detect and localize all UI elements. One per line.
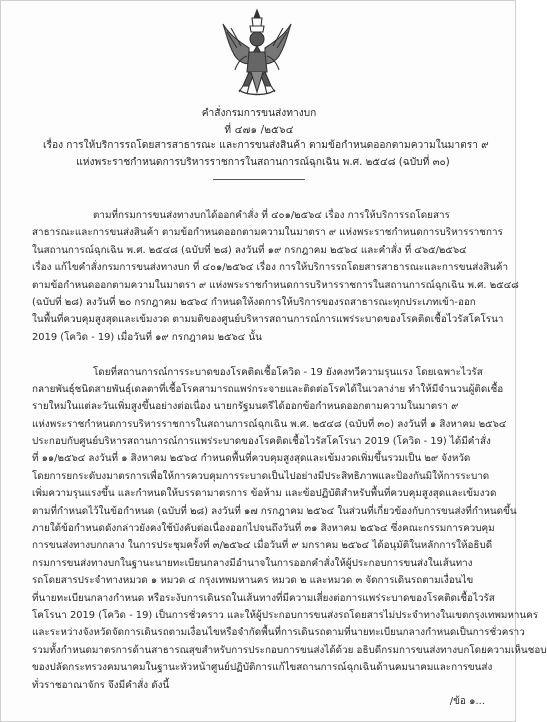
body-line: รวมทั้งกำหนดมาตรการด้านสาธารณสุขสำหรับการประกอบการขนส่งได้ด้วย อธิบดีกรมการขนส่งทางบกโดยความเห็นชอบ (32, 644, 547, 656)
body-line: ที่ ๑๑/๒๕๖๔ ลงวันที่ ๑ สิงหาคม ๒๕๖๔ กำหนดพื้นที่ควบคุมสูงสุดและเข้มงวดเพิ่มขึ้นรวมเป็น ๒๙ จังหวัด (32, 453, 471, 465)
body-line: การขนส่งทางบกกลาง ในการประชุมครั้งที่ ๓/๒๕๖๔ เมื่อวันที่ ๙ มกราคม ๒๕๖๔ ได้อนุมัติในหลักการให้อธิบดี (32, 540, 493, 552)
order-header (1, 105, 517, 139)
body-line: โดยที่สถานการณ์การระบาดของโรคติดเชื้อโควิด - 19 ยังคงทวีความรุนแรง โดยเฉพาะไวรัส (93, 366, 483, 378)
body-line: ประกอบกับศูนย์บริหารสถานการณ์การแพร่ระบาดของโรคติดเชื้อไวรัสโคโรนา 2019 (โควิด - 19) ได้มีคำสั่ง (32, 436, 491, 448)
paragraph-gap (32, 346, 490, 363)
body-line: ของปลัดกระทรวงคมนาคมในฐานะหัวหน้าศูนย์ปฏิบัติการแก้ไขสถานการณ์ฉุกเฉินด้านคมนาคมและการขนส่ง (32, 662, 493, 674)
order-number: ที่ ๔๗๑ /๒๕๖๔ (224, 125, 294, 136)
body-line: โดยการยกระดับงมาตรการเพื่อให้การควบคุมการระบาดเป็นไปอย่างมีประสิทธิภาพและป้องกันมิให้การระบาด (32, 470, 490, 482)
body-line: และระหว่างจังหวัดจัดการเดินรถตามเงื่อนไขหรือจำกัดพื้นที่การเดินรถตามที่นายทะเบียนกลางกำหนดเป็นการชั่วคราว (32, 627, 525, 639)
garuda-emblem-icon (219, 6, 295, 102)
body-line: ในพื้นที่ควบคุมสูงสุดและเข้มงวด ตามมติของศูนย์บริหารสถานการณ์การแพร่ระบาดของโรคติดเชื้อไวรัสโคโรนา (32, 314, 504, 326)
body-line: รถโดยสารประจำทางหมวด ๑ หมวด ๔ กรุงเทพมหานคร หมวด ๒ และหมวด ๓ จัดการเดินรถตามเงื่อนไข (32, 575, 474, 587)
continuation-marker: /ข้อ ๑... (449, 696, 485, 707)
subject-line: แห่งพระราชกำหนดการบริหารราชการในสถานการณ์ฉุกเฉิน พ.ศ. ๒๕๔๘ (ฉบับที่ ๓๐) (76, 157, 450, 168)
body-line: สาธารณะและการขนส่งสินค้า ตามข้อกำหนดออกตามความในมาตรา ๙ แห่งพระราชกำหนดการบริหารราชการ (32, 227, 503, 239)
divider (213, 179, 305, 180)
body-line: (ฉบับที่ ๒๘) ลงวันที่ ๒๐ กรกฎาคม ๒๕๖๔ กำหนดให้งดการให้บริการของรถสาธารณะทุกประเภทเข้า-ออก (32, 296, 476, 308)
body-line: ภายใต้ข้อกำหนดดังกล่าวยังคงใช้บังคับต่อเนื่องออกไปจนถึงวันที่ ๓๑ สิงหาคม ๒๕๖๔ ซึ่งคณะกรรมการควบคุม (32, 523, 495, 535)
body-line: ที่นายทะเบียนกลางกำหนด หรือระงับการเดินรถในเส้นทางที่มีความเสี่ยงต่อการแพร่ระบาดของโรคติดเชื้อไวรัส (32, 592, 495, 604)
body-line: กรมการขนส่งทางบกในฐานะนายทะเบียนกลางมีอำนาจในการออกคำสั่งให้ผู้ประกอบการขนส่งในเส้นทาง (32, 557, 473, 569)
order-body (32, 207, 547, 694)
body-line: ตามข้อกำหนดออกตามความในมาตรา ๙ แห่งพระราชกำหนดการบริหารราชการในสถานการณ์ฉุกเฉิน พ.ศ. ๒๕๔๘ (32, 279, 519, 291)
subject-line: เรื่อง การให้บริการรถโดยสารสาธารณะ และการขนส่งสินค้า ตามข้อกำหนดออกตามความในมาตรา ๙ (43, 140, 489, 151)
order-title: คำสั่งกรมการขนส่งทางบก (201, 108, 317, 119)
body-line: แห่งพระราชกำหนดการบริหารราชการในสถานการณ์ฉุกเฉิน พ.ศ. ๒๕๔๘ (ฉบับที่ ๓๐) ลงวันที่ ๑ สิงหาคม ๒๕๖๔ (32, 418, 507, 430)
body-line: 2019 (โควิด - 19) เมื่อวันที่ ๑๙ กรกฎาคม ๒๕๖๔ นั้น (32, 331, 262, 343)
order-subject (43, 137, 489, 171)
body-line: ทั่วราชอาณาจักร จึงมีคำสั่ง ดังนี้ (32, 679, 170, 691)
body-line: ตามที่กรมการขนส่งทางบกได้ออกคำสั่ง ที่ ๔๐๑/๒๕๖๔ เรื่อง การให้บริการรถโดยสาร (93, 210, 450, 221)
paragraph-2 (32, 364, 547, 694)
body-line: เพิ่มความรุนแรงขึ้น และกำหนดให้บรรดามาตรการ ข้อห้าม และข้อปฏิบัติสำหรับพื้นที่ควบคุมสูงสุดและเข้มงวด (32, 488, 497, 500)
body-line: เรื่อง แก้ไขคำสั่งกรมการขนส่งทางบก ที่ ๔๐๑/๒๕๖๔ เรื่อง การให้บริการรถโดยสารสาธารณะและการขนส่งสินค้า (32, 262, 509, 274)
paragraph-1 (32, 207, 519, 346)
body-line: ตามที่กำหนดไว้ในข้อกำหนด (ฉบับที่ ๒๘) ลงวันที่ ๑๗ กรกฎาคม ๒๕๖๔ ในส่วนที่เกี่ยวข้องกับการขนส่งที่กำหนดขึ้น (32, 505, 517, 517)
body-line: กลายพันธุ์ชนิดสายพันธุ์เดลตาที่เชื้อโรคสามารถแพร่กระจายและติดต่อโรคได้ในเวลาง่าย ทำให้มีจำนวนผู้ติดเชื้อ (32, 383, 504, 395)
body-line: ในสถานการณ์ฉุกเฉิน พ.ศ. ๒๕๔๘ (ฉบับที่ ๒๘) ลงวันที่ ๑๙ กรกฎาคม ๒๕๖๔ และคำสั่ง ที่ ๔๖๕/๒๕๖๔ (32, 244, 467, 256)
body-line: โคโรนา 2019 (โควิด - 19) เป็นการชั่วคราว และให้ผู้ประกอบการขนส่งรถโดยสารไม่ประจำทางในเขตกรุงเทพมหานคร (32, 609, 539, 621)
body-line: รายใหม่ในแต่ละวันเพิ่มสูงขึ้นอย่างต่อเนื่อง นายกรัฐมนตรีได้ออกข้อกำหนดออกตามความในมาตรา ๙ (32, 401, 459, 413)
